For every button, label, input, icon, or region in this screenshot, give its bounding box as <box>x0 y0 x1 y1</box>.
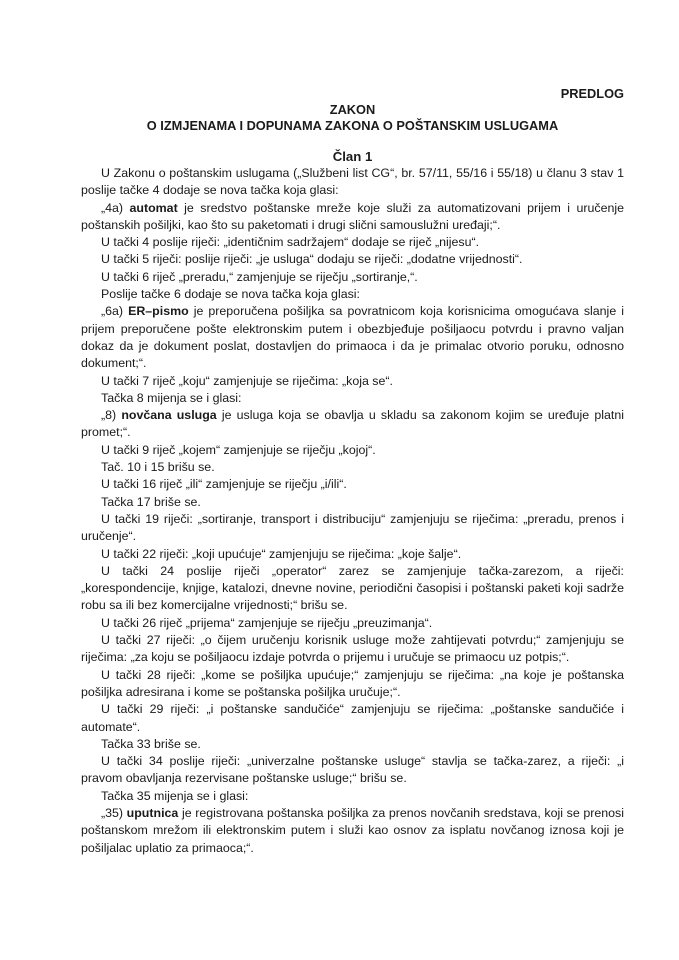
paragraph <box>81 407 624 442</box>
document-page <box>81 86 624 857</box>
paragraph-text: U tački 22 riječi: „koji upućuje“ zamjenjuju se riječima: „koje šalje“. <box>101 546 462 561</box>
article-heading: Član 1 <box>332 149 373 164</box>
paragraph <box>81 667 624 702</box>
defined-term: automat <box>129 200 178 215</box>
paragraph-text: U tački 7 riječ „koju“ zamjenjuje se riječima: „koja se“. <box>101 373 393 388</box>
law-subtitle: O IZMJENAMA I DOPUNAMA ZAKONA O POŠTANSKIM USLUGAMA <box>146 118 559 133</box>
document-label: PREDLOG <box>560 86 624 101</box>
paragraph <box>81 251 624 268</box>
law-title: ZAKON <box>329 102 376 117</box>
paragraph-definition: je preporučena pošiljka sa povratnicom koja korisnicima omogućava slanje i prijem preporučene pošte elektronskim putem i obezbjeđuje pošiljaocu potvrdu i pravno valjan dokaz da je dokument poslat, dostavljen do primaoca i da je primalac otvorio poruku, odnosno dokument;“. <box>81 304 624 371</box>
defined-term: uputnica <box>126 805 179 820</box>
article-body <box>81 165 624 857</box>
paragraph <box>81 788 624 805</box>
paragraph <box>81 269 624 286</box>
paragraph <box>81 632 624 667</box>
paragraph <box>81 476 624 493</box>
paragraph-text: U tački 24 poslije riječi „operator“ zarez se zamjenjuje tačka-zarezom, a riječi: „korespondencije, knjige, katalozi, dnevne novine, periodični časopisi i poštanski paketi koji sadrže robu sa ili bez komercijalne vrijednosti;“ brišu se. <box>81 563 624 613</box>
paragraph <box>81 615 624 632</box>
paragraph-definition: je usluga koja se obavlja u skladu sa zakonom kojim se uređuje platni promet;“. <box>81 408 624 440</box>
paragraph-text: Tačka 8 mijenja se i glasi: <box>101 390 242 405</box>
paragraph <box>81 563 624 615</box>
paragraph <box>81 805 624 857</box>
paragraph-text: U tački 34 poslije riječi: „univerzalne poštanske usluge“ stavlja se tačka-zarez, a riječi: „i pravom obavljanja rezervisane poštanske usluge;“ brišu se. <box>81 754 624 786</box>
paragraph <box>81 286 624 303</box>
paragraph-prefix: „8) <box>101 408 122 423</box>
paragraph-text: U tački 16 riječ „ili“ zamjenjuje se riječju „i/ili“. <box>101 477 347 492</box>
paragraph-text: Tačka 35 mijenja se i glasi: <box>101 788 249 803</box>
paragraph-text: U tački 19 riječi: „sortiranje, transport i distribuciju“ zamjenjuju se riječima: „preradu, prenos i uručenje“. <box>81 511 624 544</box>
paragraph-definition: je sredstvo poštanske mreže koje služi za automatizovani prijem i uručenje poštanskih pošiljki, kao što su paketomati i drugi slični samouslužni uređaji;“. <box>81 200 624 232</box>
paragraph <box>81 494 624 511</box>
paragraph <box>81 200 624 235</box>
paragraph-prefix: „6a) <box>101 304 129 319</box>
paragraph-text: Tačka 33 briše se. <box>101 736 201 751</box>
paragraph <box>81 546 624 563</box>
paragraph <box>81 303 624 372</box>
paragraph-text: U tački 27 riječi: „o čijem uručenju korisnik usluge može zahtijevati potvrdu;“ zamjenjuju se riječima: „za koju se pošiljaocu izdaje potvrda o prijemu i uručuje se primaocu uz potpis;“. <box>81 633 624 665</box>
paragraph <box>81 373 624 390</box>
paragraph-text: U tački 4 poslije riječi: „identičnim sadržajem“ dodaje se riječ „nijesu“. <box>101 235 480 250</box>
defined-term: ER–pismo <box>128 304 189 319</box>
paragraph <box>81 459 624 476</box>
paragraph <box>81 511 624 546</box>
paragraph <box>81 234 624 251</box>
paragraph <box>81 701 624 736</box>
paragraph-prefix: „35) <box>101 805 127 820</box>
paragraph <box>81 442 624 459</box>
paragraph-text: U tački 6 riječ „preradu,“ zamjenjuje se riječju „sortiranje,“. <box>101 269 418 284</box>
paragraph-text: Poslije tačke 6 dodaje se nova tačka koja glasi: <box>101 287 360 302</box>
defined-term: novčana usluga <box>121 408 217 423</box>
paragraph-text: U Zakonu o poštanskim uslugama („Službeni list CG“, br. 57/11, 55/16 i 55/18) u članu 3 stav 1 poslije tačke 4 dodaje se nova tačka koja glasi: <box>81 166 624 198</box>
paragraph-text: Tač. 10 i 15 brišu se. <box>101 460 215 475</box>
paragraph-prefix: „4a) <box>101 200 130 215</box>
paragraph <box>81 390 624 407</box>
paragraph-text: U tački 28 riječi: „kome se pošiljka upućuje;“ zamjenjuju se riječima: „na koje je poštanska pošiljka adresirana i kome se poštanska pošiljka uručuje;“. <box>81 667 624 699</box>
paragraph-definition: je registrovana poštanska pošiljka za prenos novčanih sredstava, koji se prenosi poštanskom mrežom ili elektronskim putem i služi kao osnov za isplatu novčanog iznosa koji je pošiljalac uplatio za primaoca;“. <box>81 805 624 855</box>
paragraph-text: U tački 5 riječi: poslije riječi: „je usluga“ dodaju se riječi: „dodatne vrijednosti“. <box>101 252 523 267</box>
paragraph <box>81 165 624 200</box>
paragraph-text: U tački 26 riječ „prijema“ zamjenjuje se riječju „preuzimanja“. <box>101 615 433 630</box>
paragraph-text: Tačka 17 briše se. <box>101 494 201 509</box>
paragraph-text: U tački 9 riječ „kojem“ zamjenjuje se riječju „kojoj“. <box>101 442 376 457</box>
paragraph <box>81 736 624 753</box>
paragraph-text: U tački 29 riječi: „i poštanske sandučiće“ zamjenjuju se riječima: „poštanske sandučiće i automate“. <box>81 702 624 734</box>
paragraph <box>81 753 624 788</box>
